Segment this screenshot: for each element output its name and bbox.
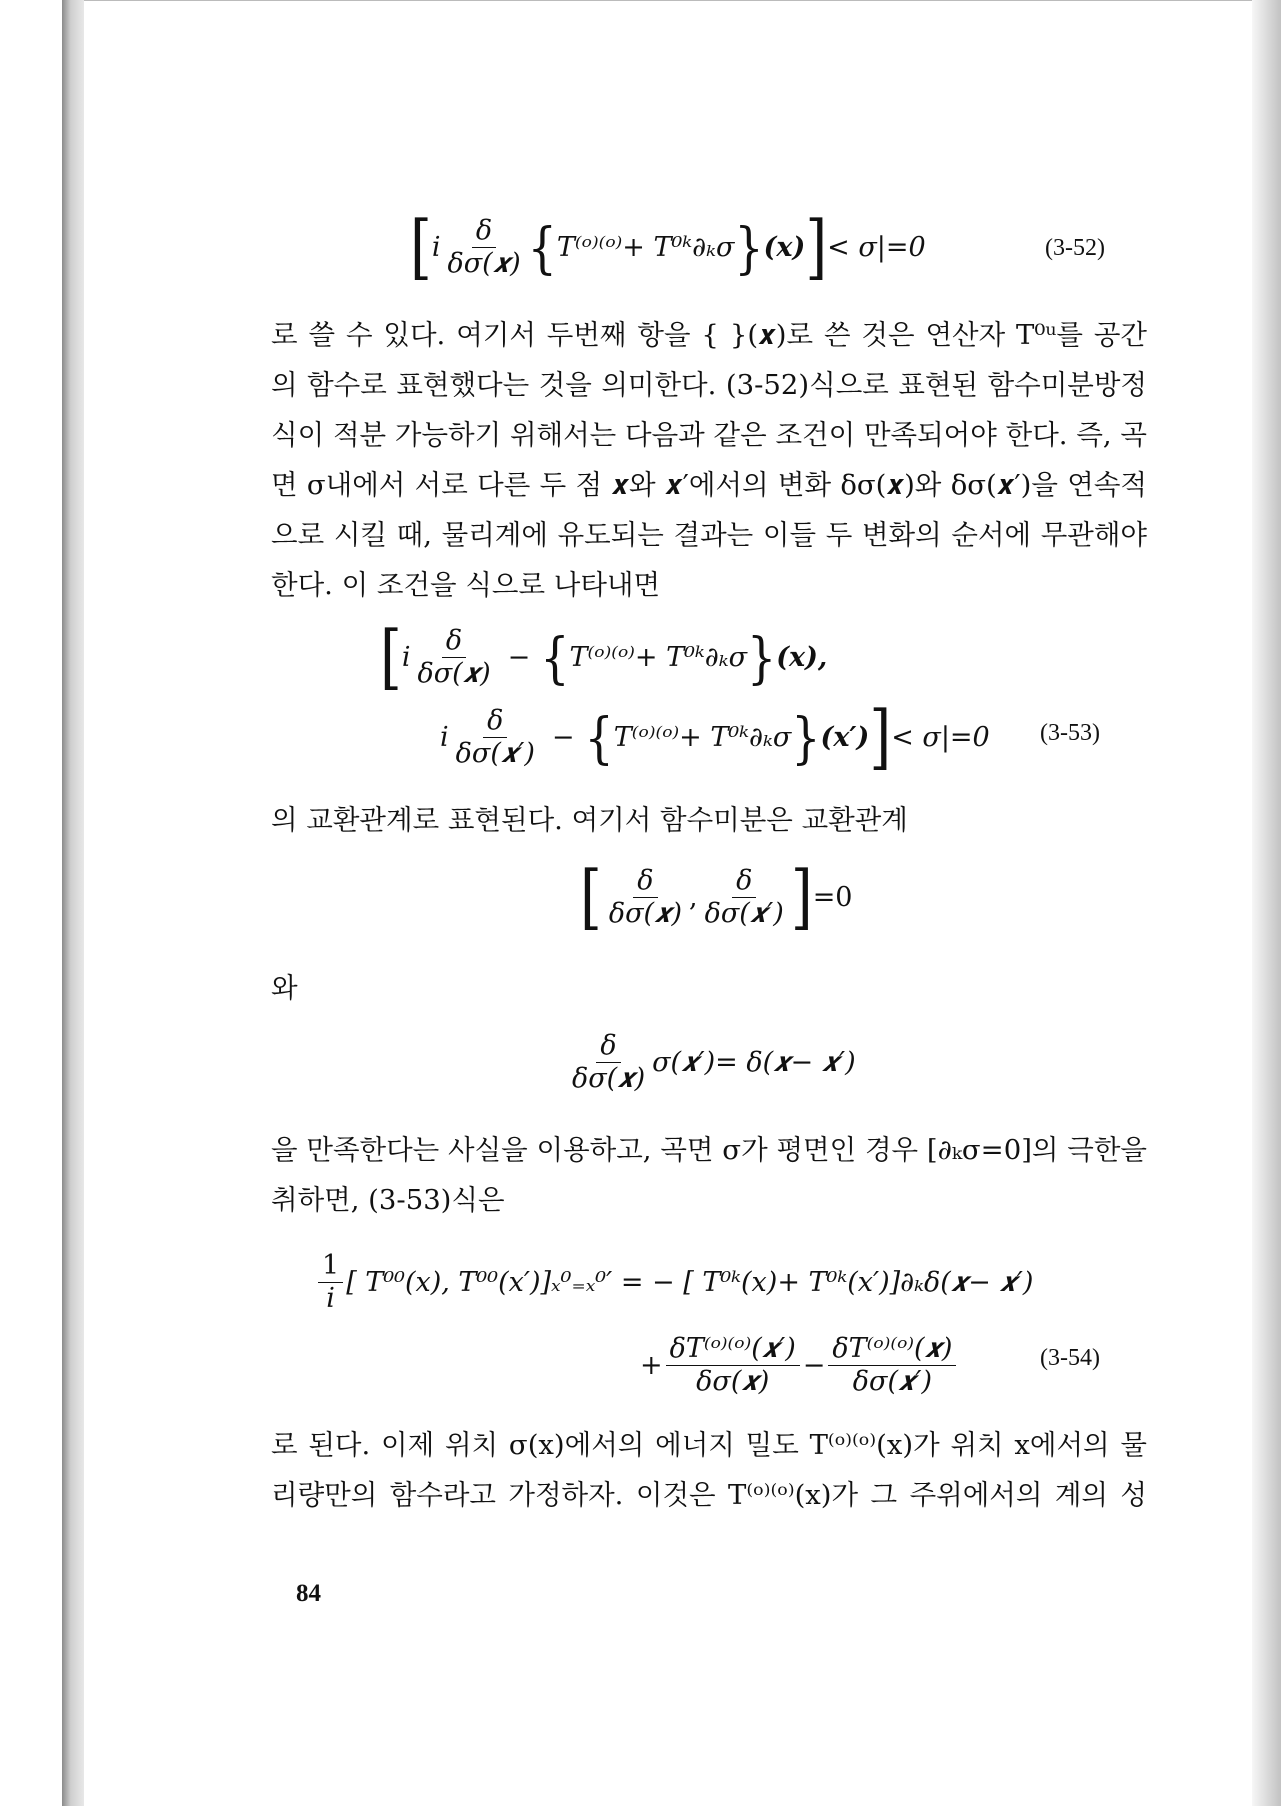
equation-3-54-line-1: $\frac{1}{i}$ [ T⁰⁰(x), T⁰⁰(x′)]ₓ⁰₌ₓ⁰′ = − [ T⁰ᵏ(x)+ T⁰ᵏ(x′)]∂ₖδ(𝒙− 𝒙′) bbox=[315, 1250, 1033, 1315]
paragraph-1-line-4: 면 σ내에서 서로 다른 두 점 𝒙와 𝒙′에서의 변화 δσ(𝒙)와 δσ(𝒙′)을 연속적 bbox=[271, 469, 1147, 501]
page-edge bbox=[62, 0, 84, 1806]
eq-fraction: $\frac{\delta}{\text{δσ(𝒙)}}$ bbox=[447, 215, 521, 279]
paragraph-5-line-1: 로 된다. 이제 위치 σ(x)에서의 에너지 밀도 T⁽ᵒ⁾⁽ᵒ⁾(x)가 위치 x에서의 물 bbox=[271, 1429, 1147, 1461]
paragraph-1-line-3: 식이 적분 가능하기 위해서는 다음과 같은 조건이 만족되어야 한다. 즉, 곡 bbox=[271, 419, 1147, 451]
equation-number-3-54: (3-54) bbox=[1040, 1345, 1100, 1371]
paragraph-1-line-2: 의 함수로 표현했다는 것을 의미한다. (3-52)식으로 표현된 함수미분방정 bbox=[271, 369, 1147, 401]
equation-3-53-line-2: i $\frac{\delta}{\text{δσ(𝒙′)}}$ − { T⁽ᵒ⁾⁽ᵒ⁾+ T⁰ᵏ∂ₖσ } (𝒙′) ] < σ|=0 bbox=[440, 696, 990, 778]
paragraph-1-line-1: 로 쓸 수 있다. 여기서 두번째 항을 { }(𝒙)로 쓴 것은 연산자 T⁰ᵘ를 공간 bbox=[271, 319, 1147, 351]
delta-relation-equation: $\frac{\delta}{\text{δσ(𝒙)}}$ σ(𝒙′)= δ(𝒙− 𝒙′) bbox=[572, 1030, 856, 1094]
page-number: 84 bbox=[296, 1580, 321, 1607]
commutator-equation: [ $\frac{\delta}{\text{δσ(𝒙)}}$ , $\frac{\delta}{\text{δσ(𝒙′)}}$ ] =0 bbox=[580, 856, 853, 938]
eq-fraction: $\frac{\delta}{\text{δσ(𝒙′)}}$ bbox=[455, 705, 535, 769]
paragraph-2: 의 교환관계로 표현된다. 여기서 함수미분은 교환관계 bbox=[271, 804, 908, 836]
equation-number-3-52: (3-52) bbox=[1045, 235, 1105, 261]
paragraph-4-line-2: 취하면, (3-53)식은 bbox=[271, 1184, 505, 1216]
paragraph-1-line-5: 으로 시킬 때, 물리계에 유도되는 결과는 이들 두 변화의 순서에 무관해야 bbox=[271, 519, 1147, 551]
paragraph-5-line-2: 리량만의 함수라고 가정하자. 이것은 T⁽ᵒ⁾⁽ᵒ⁾(x)가 그 주위에서의 계의 성 bbox=[271, 1479, 1147, 1511]
equation-number-3-53: (3-53) bbox=[1040, 720, 1100, 746]
eq-fraction: $\frac{\delta}{\text{δσ(𝒙)}}$ bbox=[417, 625, 491, 689]
eq-tail: < σ|=0 bbox=[827, 231, 926, 263]
page-shadow bbox=[1252, 0, 1281, 1806]
paragraph-3: 와 bbox=[271, 972, 298, 1004]
paragraph-4-line-1: 을 만족한다는 사실을 이용하고, 곡면 σ가 평면인 경우 [∂ₖσ=0]의 극한을 bbox=[271, 1134, 1147, 1166]
eq-body: T⁽ᵒ⁾⁽ᵒ⁾+ T⁰ᵏ∂ₖσ bbox=[556, 231, 735, 263]
paragraph-1-line-6: 한다. 이 조건을 식으로 나타내면 bbox=[271, 569, 661, 601]
eq-arg: (𝒙) bbox=[763, 231, 806, 263]
eq-lead: i bbox=[431, 231, 441, 263]
equation-3-52: [ i $\frac{\delta}{\text{δσ(𝒙)}}$ { T⁽ᵒ⁾⁽ᵒ⁾+ T⁰ᵏ∂ₖσ } (𝒙) ] < σ|=0 bbox=[410, 206, 926, 288]
equation-3-53-line-1: [ i $\frac{\delta}{\text{δσ(𝒙)}}$ − { T⁽ᵒ⁾⁽ᵒ⁾+ T⁰ᵏ∂ₖσ } (𝒙), bbox=[380, 616, 828, 698]
equation-3-54-line-2: + $\frac{\text{δT⁽ᵒ⁾⁽ᵒ⁾(𝒙′)}}{\text{δσ(𝒙)}}$ − $\frac{\text{δT⁽ᵒ⁾⁽ᵒ⁾(𝒙)}}{\text{δσ(𝒙′)}}$ bbox=[640, 1333, 959, 1398]
